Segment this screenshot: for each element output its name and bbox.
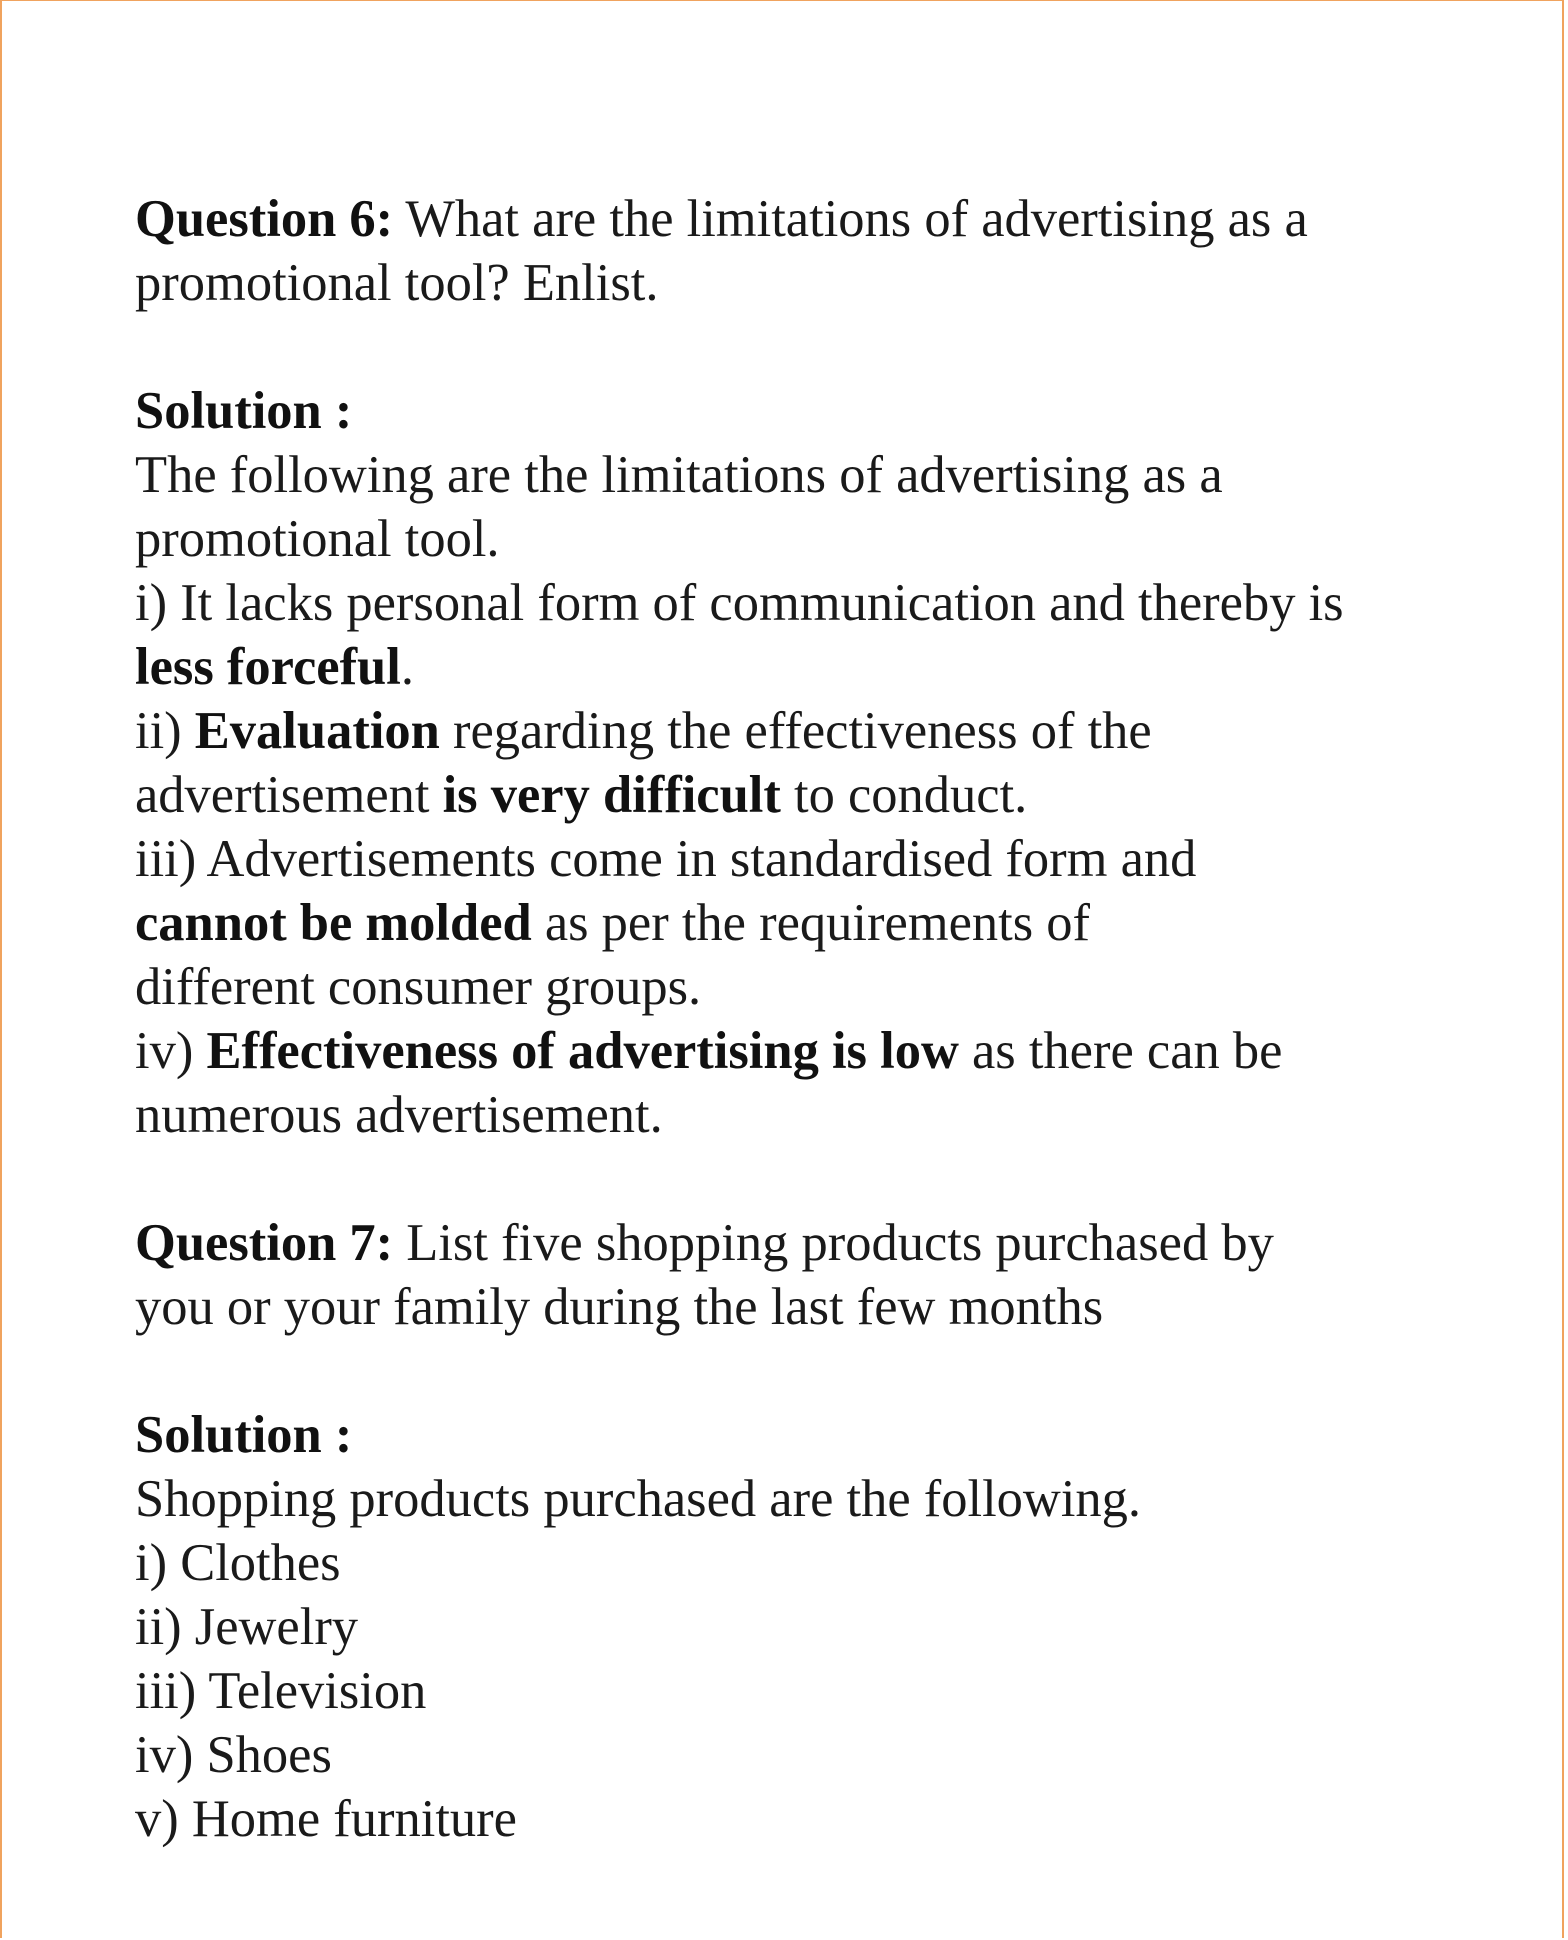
question-6-line-1 (135, 187, 1465, 251)
solution-6-intro-line-2: promotional tool. (135, 510, 500, 568)
question-6-line-2: promotional tool? Enlist. (135, 254, 659, 312)
solution-7-heading (135, 1403, 1465, 1467)
list-item: iii) Television (135, 1662, 427, 1720)
limitation-4-line-1 (135, 1019, 1465, 1083)
list-item: iv) Shoes (135, 1726, 332, 1784)
solution-7-intro: Shopping products purchased are the following. (135, 1470, 1142, 1528)
solution-6-label: Solution : (135, 382, 353, 440)
limitation-3-line-1: iii) Advertisements come in standardised form and (135, 830, 1197, 888)
solution-7-label: Solution : (135, 1406, 353, 1464)
limitation-1-end: . (400, 638, 414, 696)
spacer (135, 1147, 1465, 1211)
question-7-line-2: you or your family during the last few months (135, 1278, 1104, 1336)
question-6-label: Question 6: (135, 190, 394, 248)
limitation-3-rest: as per the requirements of (531, 894, 1091, 952)
limitation-4-number: iv) (135, 1022, 207, 1080)
limitation-3-line-3: different consumer groups. (135, 958, 702, 1016)
spacer (135, 1339, 1465, 1403)
limitation-1-bold: less forceful (135, 638, 401, 696)
list-item: i) Clothes (135, 1534, 341, 1592)
limitation-2-line-1 (135, 699, 1465, 763)
limitation-2-line-2-bold: is very difficult (442, 766, 781, 824)
question-7-label: Question 7: (135, 1214, 394, 1272)
limitation-4-line-2: numerous advertisement. (135, 1086, 663, 1144)
list-item: ii) Jewelry (135, 1598, 359, 1656)
solution-6-intro-line-1: The following are the limitations of advertising as a (135, 446, 1223, 504)
question-7-line-1 (135, 1211, 1465, 1275)
question-7-text: List five shopping products purchased by (393, 1214, 1274, 1272)
limitation-4-rest: as there can be (958, 1022, 1283, 1080)
solution-6-heading (135, 379, 1465, 443)
limitation-2-bold: Evaluation (194, 702, 440, 760)
limitation-2-number: ii) (135, 702, 195, 760)
limitation-1-line-1: i) It lacks personal form of communication and thereby is (135, 574, 1344, 632)
list-item: v) Home furniture (135, 1790, 517, 1848)
limitation-3-line-2 (135, 891, 1465, 955)
limitation-2-line-2-end: to conduct. (780, 766, 1028, 824)
limitation-2-line-2 (135, 763, 1465, 827)
spacer (135, 315, 1465, 379)
limitation-4-bold: Effectiveness of advertising is low (206, 1022, 959, 1080)
limitation-2-line-2-start: advertisement (135, 766, 443, 824)
page-content (135, 187, 1465, 1851)
limitation-1-line-2 (135, 635, 1465, 699)
question-6-text: What are the limitations of advertising as a (393, 190, 1308, 248)
limitation-3-bold: cannot be molded (135, 894, 532, 952)
limitation-2-rest: regarding the effectiveness of the (439, 702, 1152, 760)
